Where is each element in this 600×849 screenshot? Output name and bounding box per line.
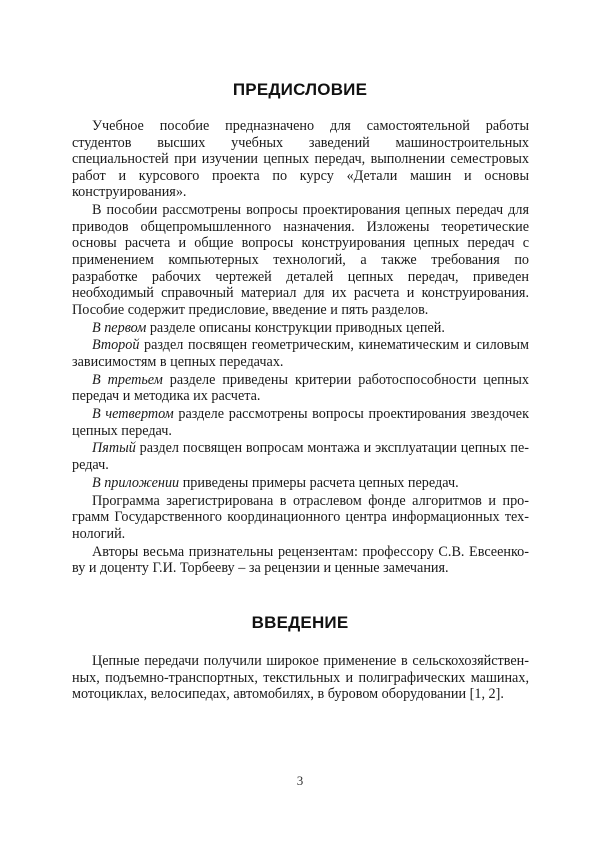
preface-paragraph-8: В приложении приведены примеры расчета цепных передач.	[92, 474, 459, 491]
preface-paragraph-10: Авторы весьма признательны рецензентам: профессору С.В. Евсеенкову и доценту Г.И. Торбееву – за рецензии и ценные замечания.	[72, 543, 529, 577]
preface-paragraph-5: В третьем разделе приведены критерии работоспособности цепных передач и методика их расчета.	[72, 371, 529, 405]
preface-paragraph-1: Учебное пособие предназначено для самостоятельной работы студентов высших учебных заведений машиностроительных специальностей при изучении цепных передач, выполнении семестровых работ и курсового проекта по курсу «Детали машин и основы конструирования».	[72, 118, 529, 201]
italic-lead: В третьем	[92, 371, 163, 388]
italic-lead: В приложении	[92, 474, 180, 491]
italic-lead: В первом	[92, 319, 147, 336]
preface-paragraph-9: Программа зарегистрирована в отраслевом фонде алгоритмов и программ Государственного координационного центра информационных технологий.	[72, 492, 529, 542]
page-number: 3	[296, 773, 304, 788]
preface-paragraph-3: В первом разделе описаны конструкции приводных цепей.	[92, 319, 445, 336]
preface-body	[72, 118, 529, 577]
introduction-body	[72, 653, 529, 703]
preface-paragraph-7: Пятый раздел посвящен вопросам монтажа и эксплуатации цепных передач.	[72, 440, 529, 473]
introduction-title: ВВЕДЕНИЕ	[251, 613, 349, 632]
preface-paragraph-6: В четвертом разделе рассмотрены вопросы проектирования звездочек цепных передач.	[72, 406, 529, 439]
preface-paragraph-2: В пособии рассмотрены вопросы проектирования цепных передач для приводов общепромышленного назначения. Изложены теоретические основы расчета и общие вопросы конструирования цепных передач с применением компьютерных технологий, а также требования по разработке рабочих чертежей деталей цепных передач, приведен необходимый справочный материал для их расчета и конструирования. Пособие содержит предисловие, введение и пять разделов.	[72, 202, 529, 318]
preface-paragraph-4: Второй раздел посвящен геометрическим, кинематическим и силовым зависимостям в цепных передачах.	[72, 337, 529, 370]
italic-lead: Пятый	[92, 440, 136, 457]
preface-title: ПРЕДИСЛОВИЕ	[232, 80, 368, 99]
italic-lead: В четвертом	[92, 406, 174, 423]
italic-lead: Второй	[92, 337, 140, 354]
introduction-paragraph-1: Цепные передачи получили широкое применение в сельскохозяйственных, подъемно-транспортных, текстильных и полиграфических машинах, мотоциклах, велосипедах, автомобилях, в буровом оборудовании [1, 2].	[72, 653, 529, 703]
